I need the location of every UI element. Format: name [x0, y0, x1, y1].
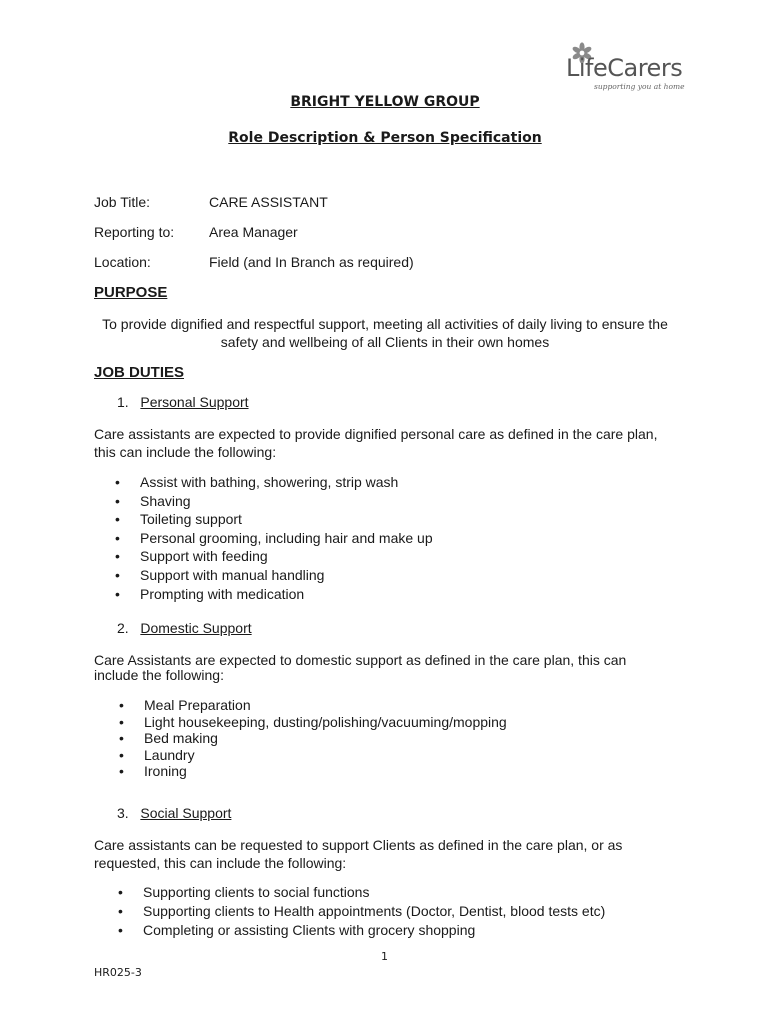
list-item: • Supporting clients to Health appointments (Doctor, Dentist, blood tests etc) — [143, 902, 605, 921]
reporting-to-label: Reporting to: — [94, 224, 175, 240]
domestic-support-list — [144, 697, 507, 780]
section-number: 3. — [117, 805, 129, 821]
personal-support-intro-line-1: Care assistants are expected to provide dignified personal care as defined in the care plan, — [94, 426, 658, 442]
location-label: Location: — [94, 254, 151, 270]
job-title-label: Job Title: — [94, 194, 151, 210]
section-name: Social Support — [140, 805, 232, 821]
list-item: • Support with manual handling — [140, 566, 433, 585]
logo-tagline: supporting you at home — [594, 82, 685, 91]
list-item: • Completing or assisting Clients with grocery shopping — [143, 921, 605, 940]
logo-wordmark: LifeCarers — [566, 54, 683, 82]
list-item: • Light housekeeping, dusting/polishing/vacuuming/mopping — [144, 714, 507, 731]
list-item: • Laundry — [144, 747, 507, 764]
location-value: Field (and In Branch as required) — [209, 254, 414, 270]
section-name: Domestic Support — [140, 620, 252, 636]
section-name: Personal Support — [140, 394, 249, 410]
section-number: 1. — [117, 394, 129, 410]
lifecarers-logo — [566, 42, 685, 92]
purpose-text-line-1: To provide dignified and respectful support, meeting all activities of daily living to ensure the — [102, 316, 668, 332]
list-item: • Meal Preparation — [144, 697, 507, 714]
purpose-heading: PURPOSE — [94, 284, 168, 301]
section-personal-support — [117, 394, 249, 410]
section-number: 2. — [117, 620, 129, 636]
social-support-list — [143, 883, 605, 940]
list-item: • Ironing — [144, 763, 507, 780]
list-item: • Prompting with medication — [140, 585, 433, 604]
list-item: • Toileting support — [140, 510, 433, 529]
document-code: HR025-3 — [94, 966, 142, 979]
page-number: 1 — [381, 950, 388, 963]
social-support-intro-line-1: Care assistants can be requested to support Clients as defined in the care plan, or as — [94, 837, 623, 853]
list-item: • Personal grooming, including hair and make up — [140, 529, 433, 548]
job-duties-heading: JOB DUTIES — [94, 364, 185, 381]
personal-support-list — [140, 473, 433, 603]
social-support-intro-line-2: requested, this can include the following: — [94, 855, 347, 871]
domestic-support-intro-line-1: Care Assistants are expected to domestic support as defined in the care plan, this can — [94, 652, 627, 668]
list-item: • Shaving — [140, 492, 433, 511]
reporting-to-value: Area Manager — [209, 224, 298, 240]
section-domestic-support — [117, 620, 252, 636]
document-title: BRIGHT YELLOW GROUP — [290, 94, 480, 110]
list-item: • Support with feeding — [140, 547, 433, 566]
document-subtitle: Role Description & Person Specification — [228, 130, 542, 146]
list-item: • Assist with bathing, showering, strip wash — [140, 473, 433, 492]
personal-support-intro-line-2: this can include the following: — [94, 444, 277, 460]
purpose-text-line-2: safety and wellbeing of all Clients in their own homes — [220, 334, 550, 350]
section-social-support — [117, 805, 231, 821]
list-item: • Bed making — [144, 730, 507, 747]
job-title-value: CARE ASSISTANT — [209, 194, 328, 210]
domestic-support-intro-line-2: include the following: — [94, 667, 224, 683]
list-item: • Supporting clients to social functions — [143, 883, 605, 902]
